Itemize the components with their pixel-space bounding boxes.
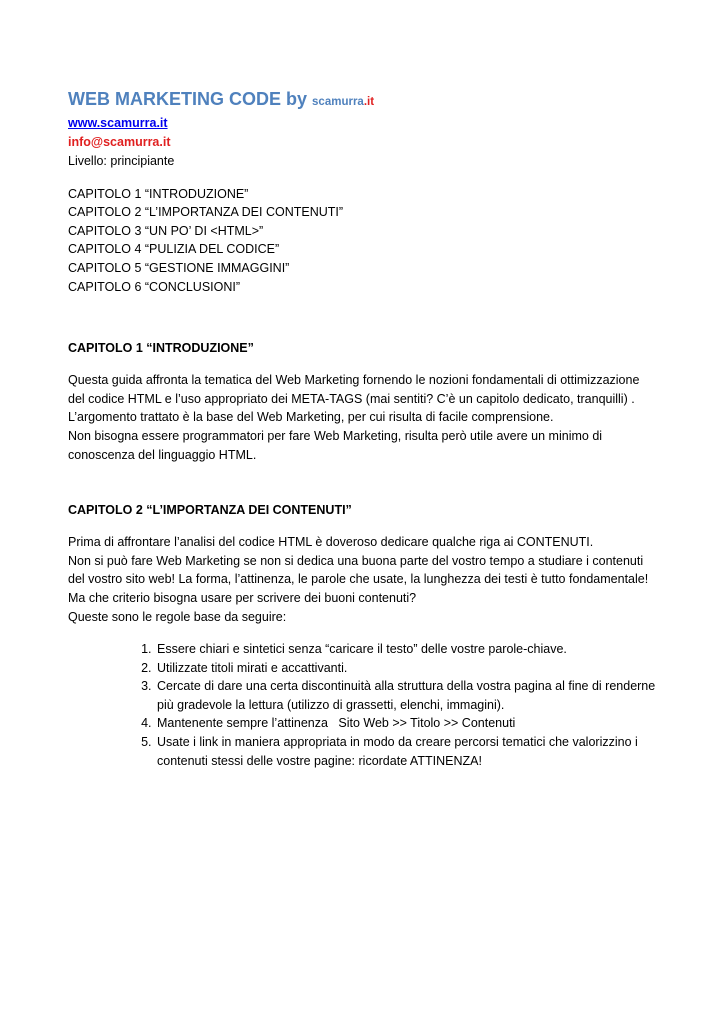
body-line: Ma che criterio bisogna usare per scrivere dei buoni contenuti? bbox=[68, 590, 417, 605]
toc-item: CAPITOLO 3 “UN PO’ DI <HTML>” bbox=[68, 223, 264, 238]
email-link[interactable]: info@scamurra.it bbox=[68, 135, 171, 149]
rules-list bbox=[68, 640, 658, 770]
chapter-1-heading: CAPITOLO 1 “INTRODUZIONE” bbox=[68, 341, 254, 356]
rule-line: contenuti stessi delle vostre pagine: ricordate ATTINENZA! bbox=[157, 753, 482, 768]
level-text: Livello: principiante bbox=[68, 154, 175, 168]
chapter-2-body bbox=[68, 533, 658, 626]
rule-item bbox=[155, 733, 658, 770]
body-line: L’argomento trattato è la base del Web Marketing, per cui risulta di facile comprensione. bbox=[68, 410, 554, 425]
toc-item: CAPITOLO 1 “INTRODUZIONE” bbox=[68, 186, 249, 201]
chapter-2-section bbox=[68, 501, 658, 770]
rule-item bbox=[155, 659, 658, 678]
body-line: Non bisogna essere programmatori per fare Web Marketing, risulta però utile avere un minimo di bbox=[68, 428, 603, 443]
table-of-contents bbox=[68, 185, 658, 297]
brand-tld: .it bbox=[363, 96, 375, 108]
brand-label bbox=[312, 96, 374, 108]
body-line: Prima di affrontare l’analisi del codice HTML è doveroso dedicare qualche riga ai CONTENUTI. bbox=[68, 535, 594, 550]
document-page bbox=[68, 86, 658, 770]
body-line: del codice HTML e l’uso appropriato dei META-TAGS (mai sentiti? C’è un capitolo dedicato, tranquilli) . bbox=[68, 391, 635, 406]
toc-item: CAPITOLO 6 “CONCLUSIONI” bbox=[68, 279, 241, 294]
chapter-1-section bbox=[68, 339, 658, 464]
rule-line: Utilizzate titoli mirati e accattivanti. bbox=[157, 660, 348, 675]
body-line: Queste sono le regole base da seguire: bbox=[68, 609, 287, 624]
body-line: Questa guida affronta la tematica del Web Marketing fornendo le nozioni fondamentali di ottimizzazione bbox=[68, 373, 640, 388]
chapter-1-body bbox=[68, 371, 658, 464]
toc-item: CAPITOLO 4 “PULIZIA DEL CODICE” bbox=[68, 242, 280, 257]
chapter-2-heading: CAPITOLO 2 “L’IMPORTANZA DEI CONTENUTI” bbox=[68, 503, 352, 518]
body-line: del vostro sito web! La forma, l’attinenza, le parole che usate, la lunghezza dei testi è tutto fondamentale! bbox=[68, 572, 649, 587]
document-title bbox=[68, 86, 658, 112]
toc-item: CAPITOLO 2 “L’IMPORTANZA DEI CONTENUTI” bbox=[68, 205, 344, 220]
rule-line: Cercate di dare una certa discontinuità alla struttura della vostra pagina al fine di renderne bbox=[157, 679, 656, 694]
rule-line: Essere chiari e sintetici senza “caricare il testo” delle vostre parole-chiave. bbox=[157, 642, 567, 657]
brand-name: scamurra bbox=[312, 96, 364, 108]
rule-line: più gradevole la lettura (utilizzo di grassetti, elenchi, immagini). bbox=[157, 697, 505, 712]
rule-line: Mantenente sempre l’attinenza Sito Web >> Titolo >> Contenuti bbox=[157, 716, 516, 731]
rule-item bbox=[155, 714, 658, 733]
rule-item bbox=[155, 640, 658, 659]
body-line: Non si può fare Web Marketing se non si dedica una buona parte del vostro tempo a studiare i contenuti bbox=[68, 553, 644, 568]
rule-item bbox=[155, 677, 658, 714]
website-link[interactable]: www.scamurra.it bbox=[68, 116, 168, 130]
rule-line: Usate i link in maniera appropriata in modo da creare percorsi tematici che valorizzino i bbox=[157, 735, 638, 750]
body-line: conoscenza del linguaggio HTML. bbox=[68, 447, 257, 462]
title-text: WEB MARKETING CODE by bbox=[68, 89, 308, 109]
toc-item: CAPITOLO 5 “GESTIONE IMMAGGINI” bbox=[68, 260, 290, 275]
